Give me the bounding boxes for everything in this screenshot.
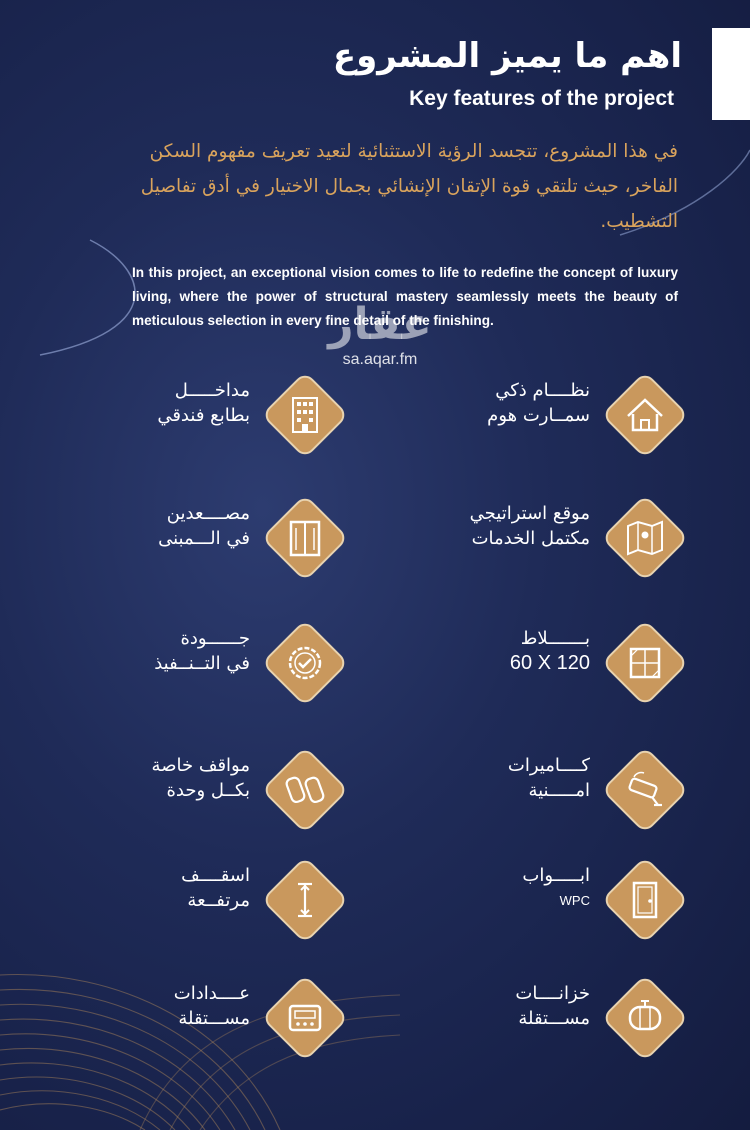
feature-subtitle: 60 X 120 xyxy=(509,652,590,674)
feature-location xyxy=(400,493,720,583)
feature-meters xyxy=(40,973,360,1063)
feature-tanks xyxy=(400,973,720,1063)
feature-subtitle: مســـتقلة xyxy=(518,1008,590,1029)
feature-title: مداخـــــل xyxy=(174,380,250,401)
white-tab-decoration xyxy=(712,28,750,120)
feature-subtitle: WPC xyxy=(559,893,590,908)
intro-paragraph-arabic: في هذا المشروع، تتجسد الرؤية الاستثنائية لتعيد تعريف مفهوم السكن الفاخر، حيث تلتقي قوة الإتقان الإنشائي بجمال الاختيار في أدق تفاصيل التشطيب. xyxy=(140,141,678,232)
feature-title: كــــاميرات xyxy=(507,755,590,776)
height-icon xyxy=(260,855,350,945)
feature-cameras xyxy=(400,745,720,835)
feature-quality xyxy=(40,618,360,708)
feature-title: بـــــــلاط xyxy=(520,628,590,649)
feature-subtitle: في الـــمبنى xyxy=(158,528,250,549)
feature-subtitle: بطابع فندقي xyxy=(157,405,250,426)
building-icon xyxy=(260,370,350,460)
feature-title: جــــــودة xyxy=(180,628,250,649)
cars-icon xyxy=(260,745,350,835)
feature-subtitle: بكــل وحدة xyxy=(166,780,250,801)
water-tank-icon xyxy=(600,973,690,1063)
feature-subtitle: امـــــنية xyxy=(528,780,590,801)
feature-smart-home xyxy=(400,370,720,460)
feature-title: موقع استراتيجي xyxy=(469,503,590,524)
feature-title: عــــدادات xyxy=(173,983,250,1004)
map-icon xyxy=(600,493,690,583)
watermark-brand: عقار xyxy=(328,299,432,350)
feature-title: نظــــام ذكي xyxy=(495,380,590,401)
page-title-english: Key features of the project xyxy=(409,87,674,110)
feature-subtitle: سمــارت هوم xyxy=(487,405,590,426)
feature-hotel-entrances xyxy=(40,370,360,460)
feature-subtitle: مســـتقلة xyxy=(178,1008,250,1029)
watermark-url: sa.aqar.fm xyxy=(342,351,418,368)
quality-badge-icon xyxy=(260,618,350,708)
feature-elevators xyxy=(40,493,360,583)
feature-subtitle: مرتفــعة xyxy=(187,890,250,911)
page-title-arabic: اهم ما يميز المشروع xyxy=(332,36,682,76)
feature-tiles xyxy=(400,618,720,708)
feature-ceilings xyxy=(40,855,360,945)
feature-subtitle: مكتمل الخدمات xyxy=(471,528,590,549)
feature-title: مواقف خاصة xyxy=(151,755,250,776)
security-camera-icon xyxy=(600,745,690,835)
intro-paragraph-english: In this project, an exceptional vision comes to life to redefine the concept of luxury living, where the power of structural mastery seamlessly meets the beauty of meticulous selection in every fine detail of the finishing. xyxy=(132,265,678,328)
feature-title: خزانــــات xyxy=(515,983,590,1004)
smart-home-icon xyxy=(600,370,690,460)
feature-title: اسقــــف xyxy=(181,865,250,886)
feature-doors xyxy=(400,855,720,945)
feature-title: مصــــعدين xyxy=(166,503,250,524)
feature-title: ابـــــواب xyxy=(522,865,590,886)
tiles-icon xyxy=(600,618,690,708)
meter-icon xyxy=(260,973,350,1063)
watermark xyxy=(310,300,450,370)
feature-parking xyxy=(40,745,360,835)
door-icon xyxy=(600,855,690,945)
elevator-icon xyxy=(260,493,350,583)
feature-subtitle: في التــنــفيذ xyxy=(154,653,250,674)
